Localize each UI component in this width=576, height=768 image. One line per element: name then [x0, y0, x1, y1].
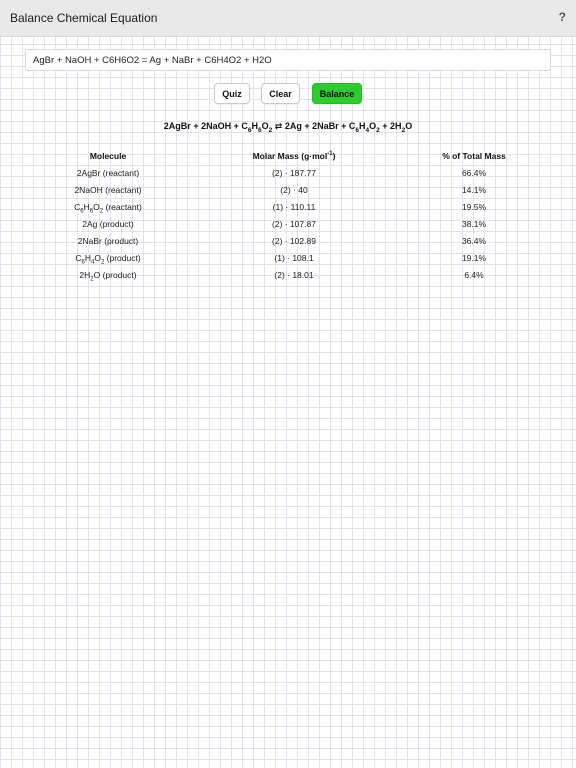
molar-mass-cell: (1) · 110.11	[272, 202, 316, 212]
reactant-term: 2AgBr	[163, 121, 191, 131]
product-term: $C_6H_4O_2$	[348, 121, 380, 134]
header-molecule: Molecule	[89, 151, 127, 161]
percent-cell: 36.4%	[461, 236, 487, 246]
table-header-row	[0, 148, 576, 165]
molar-mass-cell: (2) · 18.01	[274, 270, 314, 280]
molar-mass-cell: (2) · 102.89	[272, 236, 316, 246]
reactant-term: 2NaOH	[201, 121, 232, 131]
balance-button[interactable]: Balance	[312, 83, 362, 104]
balanced-equation: 2AgBr + 2NaOH + $C_6H_6O_2$ ⇄ 2Ag + 2NaBr + $C_6H_4O_2 + 2H_2O$	[163, 121, 413, 134]
equation-input[interactable]	[25, 49, 551, 71]
product-term: 2NaBr	[312, 121, 339, 131]
percent-cell: 66.4%	[461, 168, 487, 178]
percent-cell: 38.1%	[461, 219, 487, 229]
navigation-bar	[0, 0, 576, 37]
molecule-cell: 2Ag (product)	[82, 219, 134, 229]
molecule-cell: 2AgBr (reactant)	[76, 168, 140, 178]
reactant-term: $C_6H_6O_2$	[241, 121, 273, 134]
table-row	[0, 267, 576, 284]
molecule-cell: $C_6H_4O_2$ (product)	[75, 253, 141, 266]
percent-cell: 14.1%	[461, 185, 487, 195]
product-term: $2H_2O$	[390, 121, 413, 134]
product-term: 2Ag	[284, 121, 302, 131]
action-buttons	[0, 83, 576, 105]
molecule-cell: $C_6H_6O_2$ (reactant)	[74, 202, 142, 215]
molecule-cell: $2H_2O$ (product)	[79, 270, 137, 283]
header-percent: % of Total Mass	[442, 151, 506, 161]
help-icon[interactable]: ?	[558, 10, 566, 24]
molar-mass-cell: (2) · 107.87	[272, 219, 316, 229]
molecule-cell: 2NaBr (product)	[77, 236, 139, 246]
molecule-cell: 2NaOH (reactant)	[74, 185, 142, 195]
clear-button[interactable]: Clear	[261, 83, 300, 104]
percent-cell: 19.1%	[461, 253, 487, 263]
molar-mass-cell: (2) · 187.77	[272, 168, 316, 178]
table-row	[0, 216, 576, 233]
header-molar-mass: Molar Mass (g·mol$^{-1}$)	[252, 151, 336, 161]
page-title: Balance Chemical Equation	[10, 11, 158, 25]
quiz-button[interactable]: Quiz	[214, 83, 250, 104]
table-row	[0, 182, 576, 199]
equilibrium-arrow-icon: ⇄	[274, 121, 283, 131]
table-row	[0, 233, 576, 250]
table-row	[0, 250, 576, 267]
table-row	[0, 199, 576, 216]
percent-cell: 6.4%	[464, 270, 484, 280]
percent-cell: 19.5%	[461, 202, 487, 212]
molar-mass-cell: (1) · 108.1	[274, 253, 314, 263]
molar-mass-table	[0, 148, 576, 284]
table-row	[0, 165, 576, 182]
molar-mass-cell: (2) · 40	[280, 185, 308, 195]
